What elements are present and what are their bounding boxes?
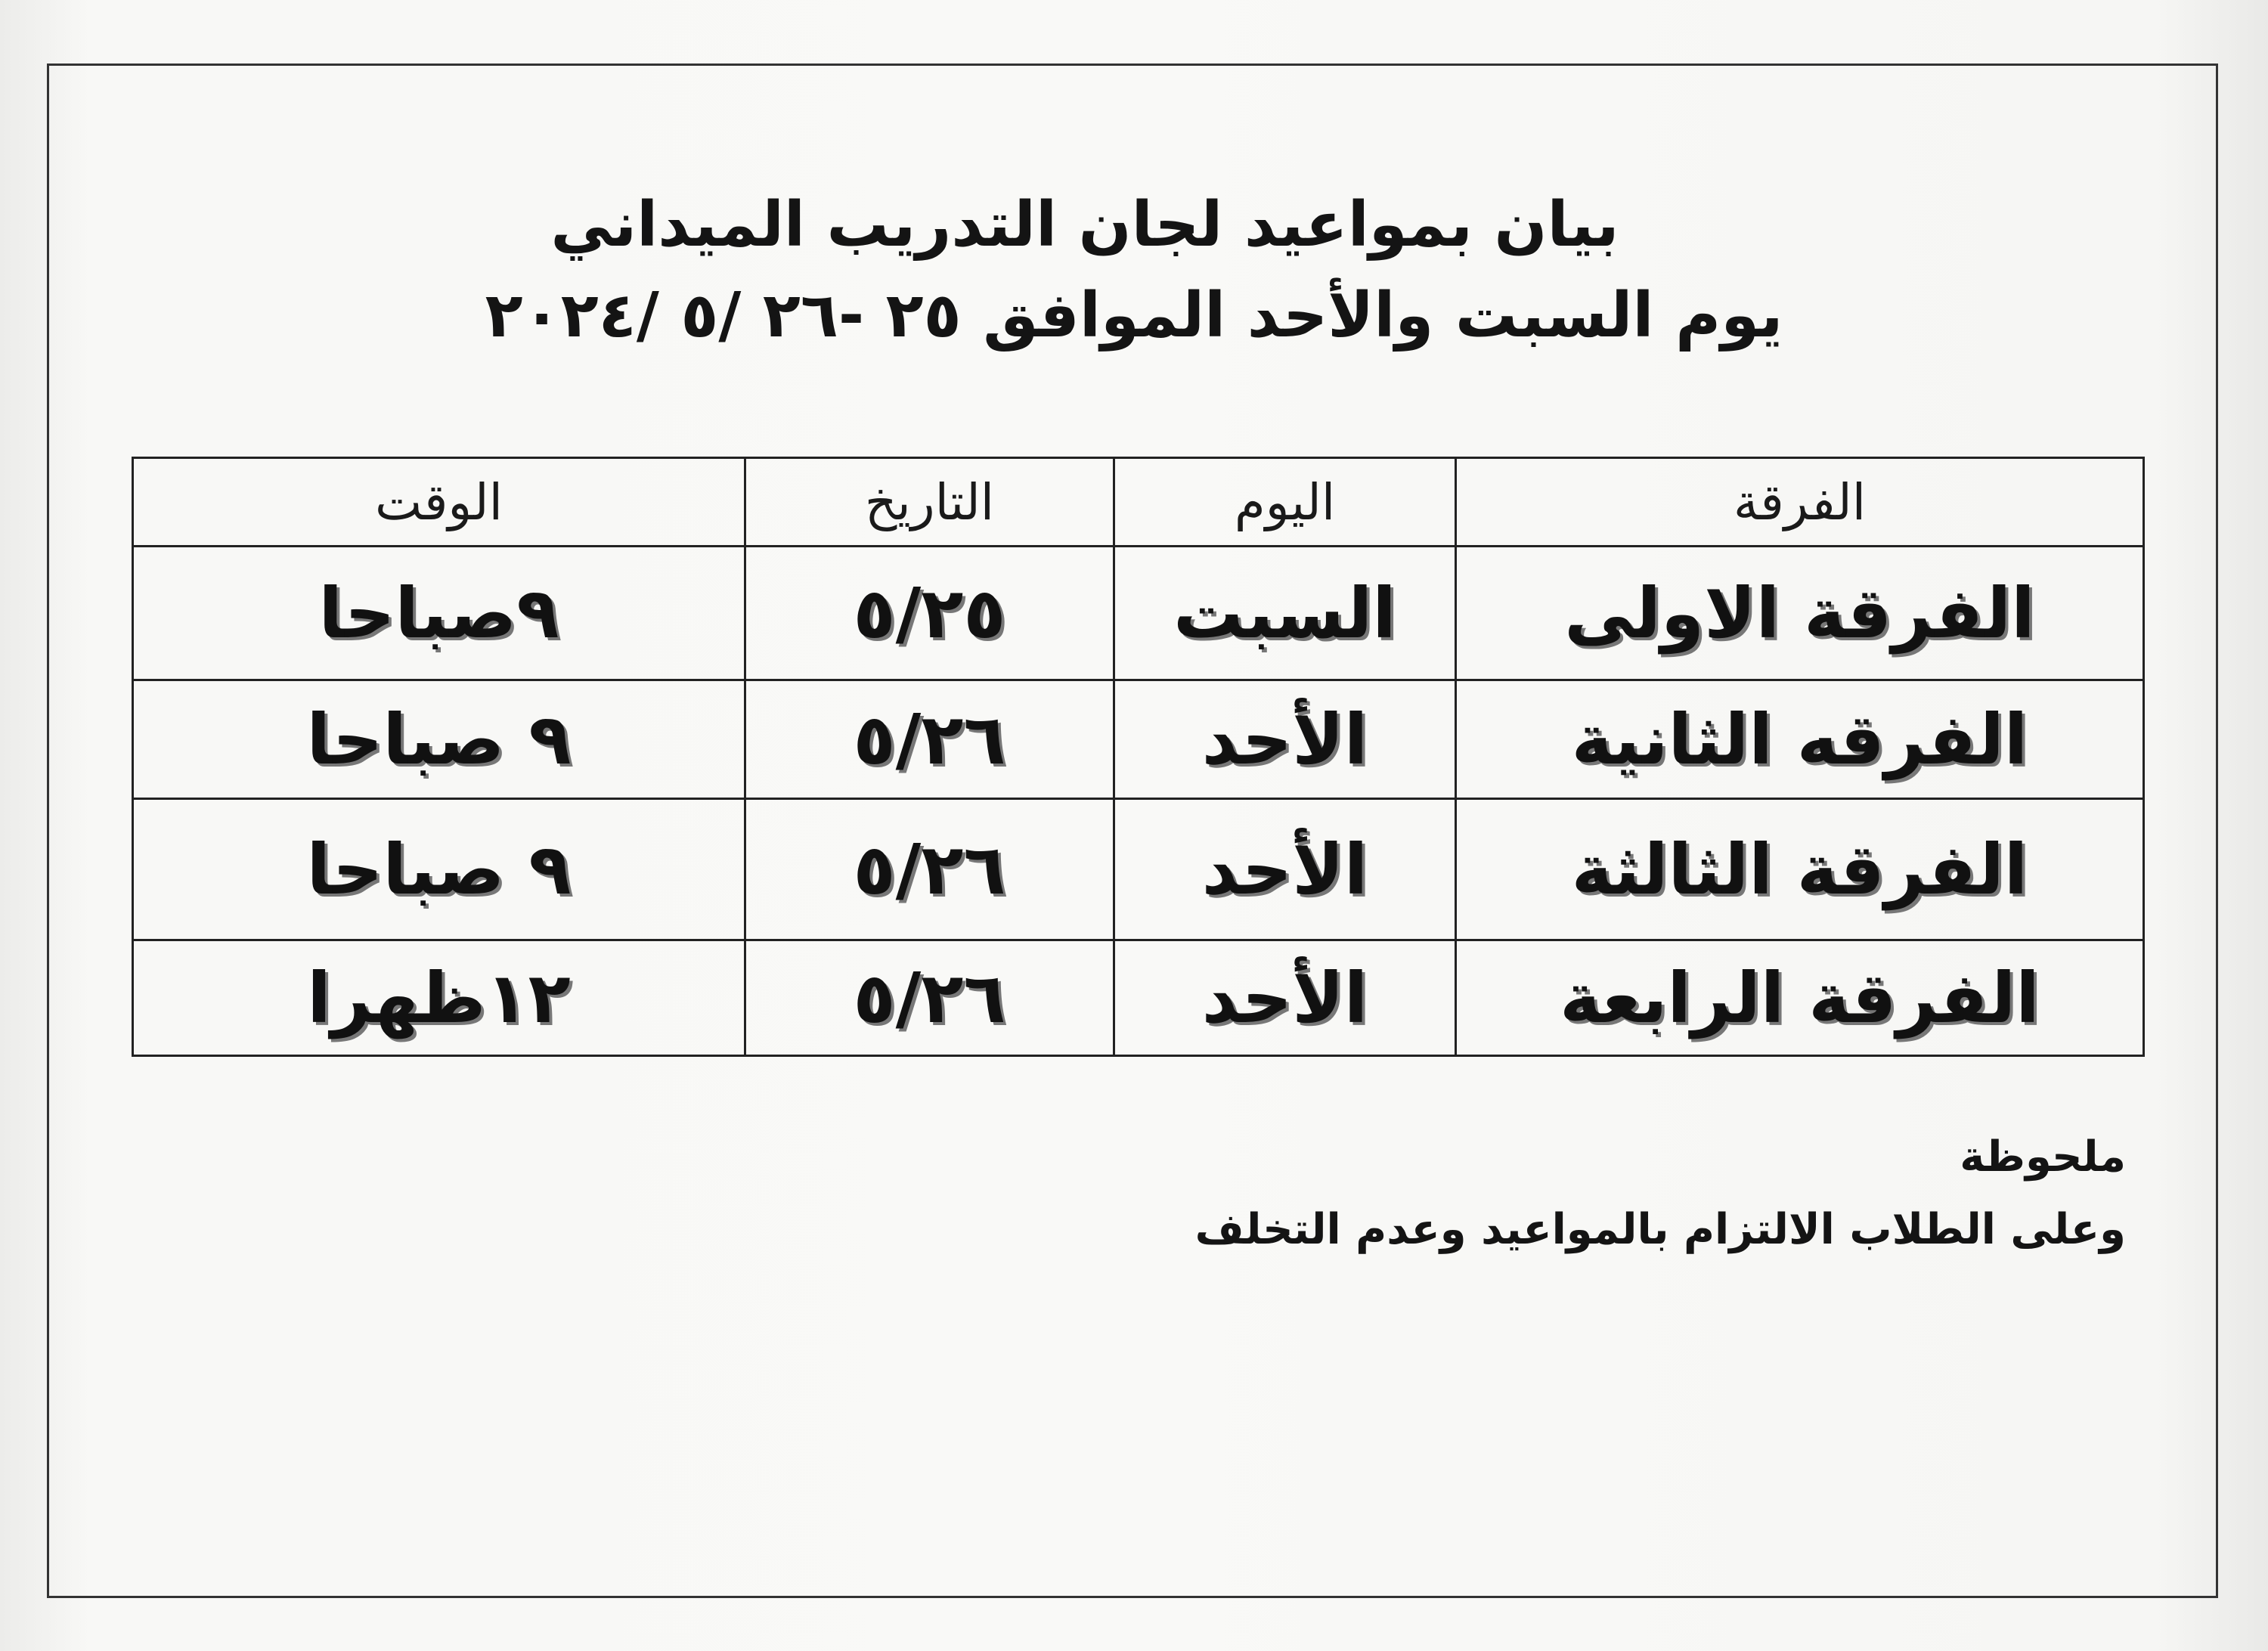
cell-date: ٥/٢٦ [745, 799, 1114, 940]
cell-date: ٥/٢٦ [745, 680, 1114, 799]
document-title: بيان بمواعيد لجان التدريب الميداني [550, 189, 1619, 261]
cell-day: الأحد [1114, 799, 1456, 940]
cell-day: الأحد [1114, 680, 1456, 799]
table-row [133, 680, 2144, 799]
cell-time: ٩ صباحا [133, 799, 745, 940]
cell-division: الفرقة الرابعة [1456, 940, 2144, 1056]
note-heading: ملحوظة [1960, 1132, 2126, 1182]
header-day: اليوم [1114, 458, 1456, 547]
document-subtitle-date: يوم السبت والأحد الموافق ٢٥ -٢٦ /٥ /٢٠٢٤ [485, 280, 1783, 352]
cell-division: الفرقة الاولى [1456, 547, 2144, 680]
cell-division: الفرقه الثانية [1456, 680, 2144, 799]
table-row [133, 547, 2144, 680]
cell-time: ٩صباحا [133, 547, 745, 680]
cell-day: السبت [1114, 547, 1456, 680]
header-division: الفرقة [1456, 458, 2144, 547]
cell-date: ٥/٢٥ [745, 547, 1114, 680]
table-row [133, 799, 2144, 940]
cell-day: الأحد [1114, 940, 1456, 1056]
cell-time: ٩ صباحا [133, 680, 745, 799]
cell-time: ١٢ظهرا [133, 940, 745, 1056]
header-date: التاريخ [745, 458, 1114, 547]
table-header-row [133, 458, 2144, 547]
note-text: وعلى الطلاب الالتزام بالمواعيد وعدم التخلف [1194, 1205, 2126, 1254]
cell-division: الفرقة الثالثة [1456, 799, 2144, 940]
schedule-table [132, 457, 2145, 1057]
table-row [133, 940, 2144, 1056]
cell-date: ٥/٢٦ [745, 940, 1114, 1056]
header-time: الوقت [133, 458, 745, 547]
